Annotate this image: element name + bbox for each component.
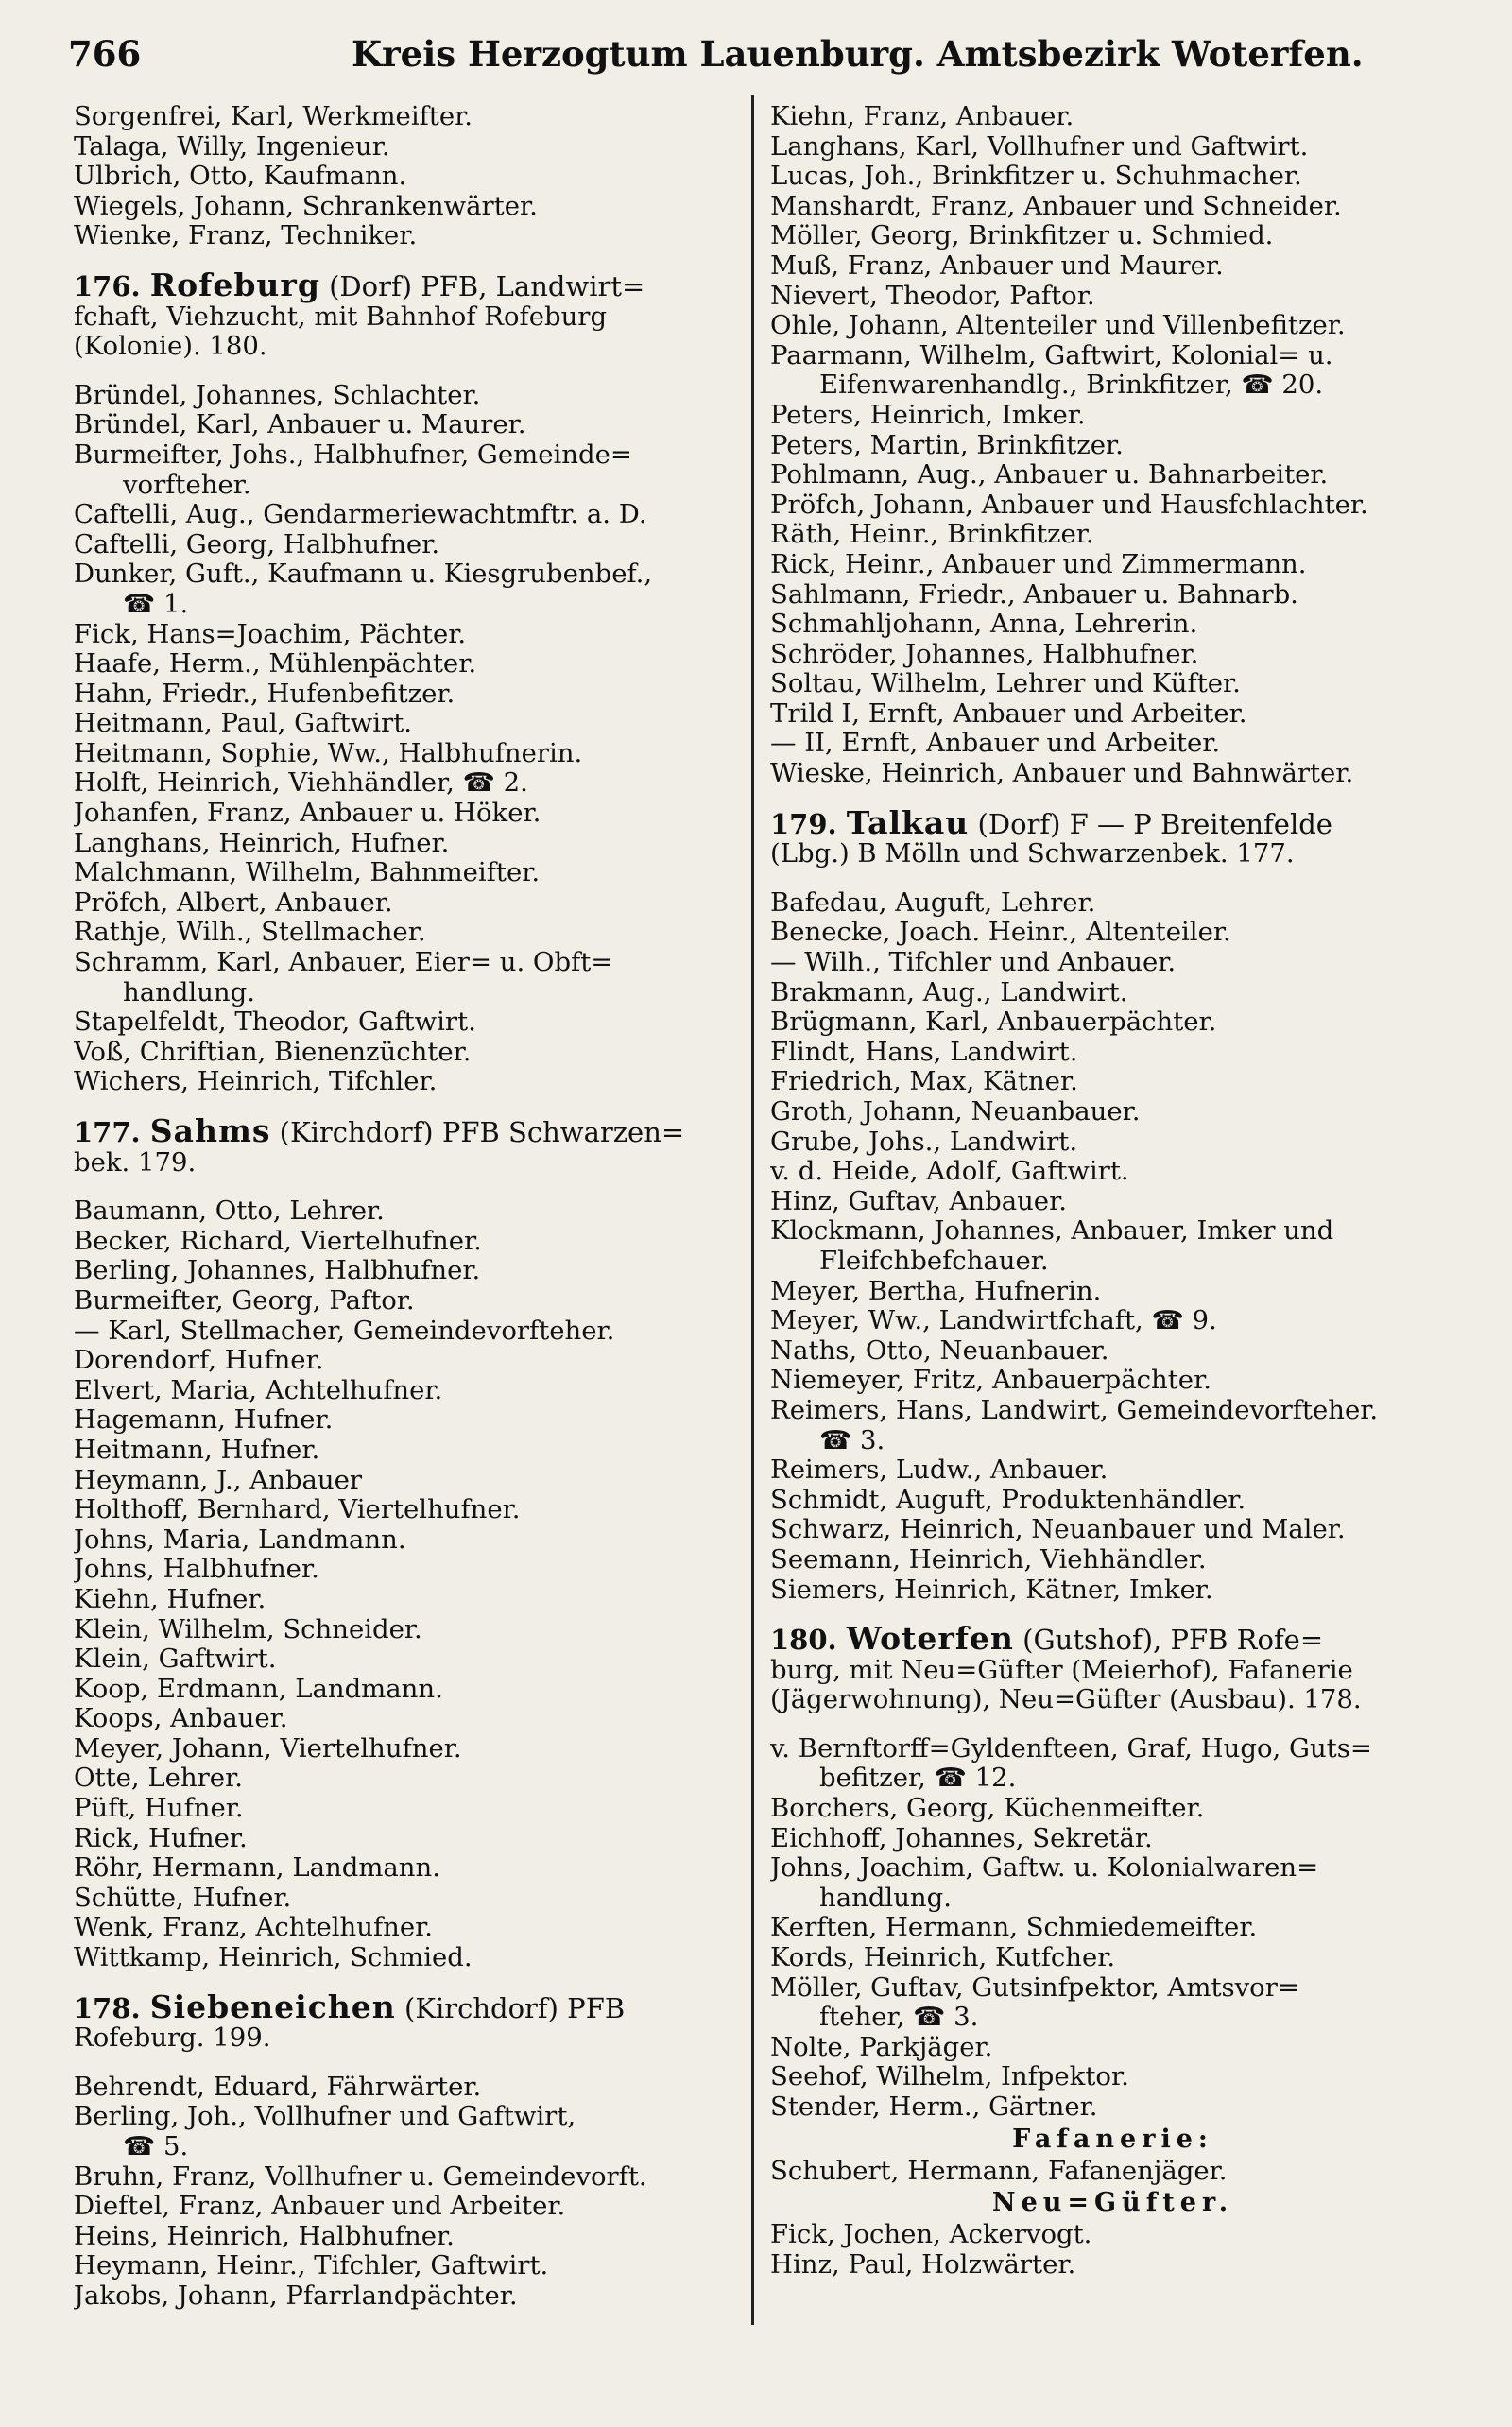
locality-heading: [770, 1620, 1455, 1658]
section-gap: [74, 2054, 735, 2073]
directory-entry: Berling, Johannes, Halbhufner.: [74, 1256, 481, 1286]
directory-entry: Klein, Wilhelm, Schneider.: [74, 1614, 422, 1644]
directory-entry: Holthoff, Bernhard, Viertelhufner.: [74, 1495, 521, 1525]
directory-entry: vorfteher.: [123, 470, 251, 500]
directory-entry: Bruhn, Franz, Vollhufner u. Gemeindevorft.: [74, 2161, 647, 2192]
directory-entry: burg, mit Neu=Güfter (Meierhof), Fafanerie: [770, 1655, 1353, 1685]
directory-entry: Pröfch, Johann, Anbauer und Hausfchlachter.: [770, 490, 1368, 520]
directory-entry: Wieske, Heinrich, Anbauer und Bahnwärter.: [770, 759, 1354, 789]
directory-entry: Manshardt, Franz, Anbauer und Schneider.: [770, 191, 1342, 221]
directory-entry: Bründel, Karl, Anbauer u. Maurer.: [74, 410, 526, 440]
directory-entry: Elvert, Maria, Achtelhufner.: [74, 1375, 443, 1405]
directory-entry: Heymann, Heinr., Tifchler, Gaftwirt.: [74, 2251, 549, 2281]
directory-entry: Wittkamp, Heinrich, Schmied.: [74, 1943, 472, 1973]
directory-entry: — II, Ernft, Anbauer und Arbeiter.: [770, 729, 1221, 759]
directory-entry: Kiehn, Franz, Anbauer.: [770, 102, 1074, 131]
directory-entry: Nolte, Parkjäger.: [770, 2032, 993, 2062]
locality-details: (Dorf) F — P Breitenfelde: [969, 807, 1332, 840]
directory-entry: Bründel, Johannes, Schlachter.: [74, 380, 481, 410]
directory-entry: Langhans, Heinrich, Hufner.: [74, 828, 450, 858]
directory-entry: Paarmann, Wilhelm, Gaftwirt, Kolonial= u.: [770, 340, 1333, 370]
directory-entry: Haafe, Herm., Mühlenpächter.: [74, 649, 477, 680]
directory-entry: Hagemann, Hufner.: [74, 1405, 334, 1436]
directory-entry: bek. 179.: [74, 1147, 197, 1178]
directory-entry: Seemann, Heinrich, Viehhändler.: [770, 1544, 1207, 1575]
directory-entry: Meyer, Bertha, Hufnerin.: [770, 1276, 1102, 1306]
locality-heading: [74, 1112, 735, 1149]
locality-number: 176.: [74, 269, 150, 302]
directory-entry: Klockmann, Johannes, Anbauer, Imker und: [770, 1216, 1334, 1247]
directory-entry: Burmeifter, Johs., Halbhufner, Gemeinde=: [74, 439, 632, 470]
directory-entry: Ohle, Johann, Altenteiler und Villenbefitzer.: [770, 311, 1346, 341]
directory-entry: Heins, Heinrich, Halbhufner.: [74, 2221, 455, 2251]
page-header: [68, 21, 1448, 87]
directory-entry: Becker, Richard, Viertelhufner.: [74, 1226, 482, 1256]
directory-entry: Hinz, Paul, Holzwärter.: [770, 2249, 1076, 2280]
directory-entry: Reimers, Hans, Landwirt, Gemeindevorfteher.: [770, 1395, 1379, 1425]
locality-name: Siebeneichen: [149, 1988, 396, 2025]
page-number: 766: [68, 33, 142, 75]
directory-entry: handlung.: [123, 977, 255, 1007]
directory-entry: Soltau, Wilhelm, Lehrer und Küfter.: [770, 669, 1241, 699]
directory-entry: Otte, Lehrer.: [74, 1764, 243, 1794]
directory-entry: Bafedau, Auguft, Lehrer.: [770, 887, 1096, 918]
directory-entry: Wenk, Franz, Achtelhufner.: [74, 1913, 434, 1943]
directory-entry: Eifenwarenhandlg., Brinkfitzer, ☎ 20.: [819, 370, 1324, 401]
locality-number: 177.: [74, 1116, 150, 1148]
directory-entry: Flindt, Hans, Landwirt.: [770, 1037, 1078, 1067]
directory-entry: Langhans, Karl, Vollhufner und Gaftwirt.: [770, 131, 1309, 162]
directory-entry: Stender, Herm., Gärtner.: [770, 2092, 1098, 2122]
directory-entry: Johns, Joachim, Gaftw. u. Kolonialwaren=: [770, 1853, 1319, 1884]
locality-name: Sahms: [149, 1112, 271, 1149]
directory-entry: Caftelli, Aug., Gendarmeriewachtmftr. a. D.: [74, 500, 647, 530]
page-title: Kreis Herzogtum Lauenburg. Amtsbezirk Woterfen.: [352, 33, 1364, 75]
section-gap: [770, 1715, 1455, 1734]
directory-entry: fchaft, Viehzucht, mit Bahnhof Rofeburg: [74, 301, 608, 332]
directory-entry: Räth, Heinr., Brinkfitzer.: [770, 520, 1094, 550]
directory-entry: Friedrich, Max, Kätner.: [770, 1067, 1078, 1097]
locality-heading: [74, 1988, 735, 2025]
section-gap: [74, 1178, 735, 1196]
directory-entry: Johns, Halbhufner.: [74, 1555, 319, 1585]
directory-entry: Klein, Gaftwirt.: [74, 1644, 277, 1675]
directory-entry: Wienke, Franz, Techniker.: [74, 221, 418, 251]
locality-name: Rofeburg: [149, 266, 320, 303]
directory-entry: Borchers, Georg, Küchenmeifter.: [770, 1794, 1205, 1824]
locality-heading: [770, 803, 1455, 841]
directory-entry: Stapelfeldt, Theodor, Gaftwirt.: [74, 1007, 476, 1038]
directory-entry: fteher, ☎ 3.: [819, 2003, 979, 2033]
directory-entry: Wichers, Heinrich, Tifchler.: [74, 1067, 438, 1097]
directory-entry: Wiegels, Johann, Schrankenwärter.: [74, 191, 538, 221]
directory-entry: Caftelli, Georg, Halbhufner.: [74, 529, 440, 559]
directory-entry: Schmahljohann, Anna, Lehrerin.: [770, 610, 1198, 640]
directory-entry: ☎ 1.: [123, 589, 189, 619]
directory-entry: Meyer, Ww., Landwirtfchaft, ☎ 9.: [770, 1306, 1217, 1336]
directory-entry: Püft, Hufner.: [74, 1794, 244, 1824]
directory-entry: Schramm, Karl, Anbauer, Eier= u. Obft=: [74, 948, 613, 978]
directory-entry: Rathje, Wilh., Stellmacher.: [74, 918, 426, 948]
directory-entry: Peters, Martin, Brinkfitzer.: [770, 430, 1124, 460]
directory-entry: Heitmann, Paul, Gaftwirt.: [74, 709, 412, 739]
directory-entry: ☎ 5.: [123, 2132, 189, 2161]
directory-entry: Rick, Hufner.: [74, 1823, 248, 1853]
directory-entry: Naths, Otto, Neuanbauer.: [770, 1335, 1109, 1366]
directory-entry: Holft, Heinrich, Viehhändler, ☎ 2.: [74, 768, 528, 799]
directory-entry: Malchmann, Wilhelm, Bahnmeifter.: [74, 858, 541, 888]
directory-entry: Brakmann, Aug., Landwirt.: [770, 977, 1128, 1007]
directory-entry: Siemers, Heinrich, Kätner, Imker.: [770, 1575, 1213, 1605]
directory-entry: v. Bernftorff=Gyldenfteen, Graf, Hugo, Guts=: [770, 1733, 1372, 1764]
directory-entry: Meyer, Johann, Viertelhufner.: [74, 1733, 462, 1764]
directory-entry: Behrendt, Eduard, Fährwärter.: [74, 2072, 482, 2102]
directory-entry: Koop, Erdmann, Landmann.: [74, 1674, 443, 1704]
directory-entry: Trild I, Ernft, Anbauer und Arbeiter.: [770, 698, 1247, 729]
directory-entry: Kiehn, Hufner.: [74, 1584, 266, 1614]
directory-entry: Fleifchbefchauer.: [819, 1246, 1049, 1276]
directory-entry: Groth, Johann, Neuanbauer.: [770, 1097, 1141, 1127]
section-gap: [74, 362, 735, 381]
directory-entry: — Wilh., Tifchler und Anbauer.: [770, 948, 1177, 978]
directory-entry: Johns, Maria, Landmann.: [74, 1524, 406, 1555]
directory-entry: Kerften, Hermann, Schmiedemeifter.: [770, 1913, 1258, 1943]
directory-entry: Nievert, Theodor, Paftor.: [770, 281, 1095, 311]
directory-entry: Lucas, Joh., Brinkfitzer u. Schuhmacher.: [770, 162, 1302, 192]
directory-entry: Heitmann, Hufner.: [74, 1435, 320, 1465]
directory-entry: (Kolonie). 180.: [74, 332, 267, 362]
directory-entry: Dunker, Guft., Kaufmann u. Kiesgrubenbef.,: [74, 559, 653, 590]
directory-entry: Heymann, J., Anbauer: [74, 1465, 362, 1495]
locality-name: Talkau: [846, 803, 970, 841]
directory-entry: Schmidt, Auguft, Produktenhändler.: [770, 1485, 1246, 1515]
directory-entry: Möller, Guftav, Gutsinfpektor, Amtsvor=: [770, 1972, 1299, 2003]
locality-heading: [74, 266, 735, 303]
directory-entry: Berling, Joh., Vollhufner und Gaftwirt,: [74, 2102, 576, 2132]
directory-entry: Talaga, Willy, Ingenieur.: [74, 131, 390, 162]
directory-entry: Muß, Franz, Anbauer und Maurer.: [770, 250, 1224, 281]
directory-entry: Schröder, Johannes, Halbhufner.: [770, 639, 1199, 669]
directory-entry: Grube, Johs., Landwirt.: [770, 1127, 1078, 1157]
directory-entry: Pohlmann, Aug., Anbauer u. Bahnarbeiter.: [770, 460, 1329, 491]
directory-entry: Brügmann, Karl, Anbauerpächter.: [770, 1007, 1217, 1038]
locality-number: 179.: [770, 807, 847, 840]
directory-entry: handlung.: [819, 1883, 952, 1913]
directory-entry: Möller, Georg, Brinkfitzer u. Schmied.: [770, 221, 1274, 251]
directory-entry: Reimers, Ludw., Anbauer.: [770, 1455, 1108, 1486]
directory-entry: (Jägerwohnung), Neu=Güfter (Ausbau). 178.: [770, 1685, 1362, 1715]
directory-entry: ☎ 3.: [819, 1425, 885, 1455]
directory-entry: Benecke, Joach. Heinr., Altenteiler.: [770, 918, 1231, 948]
directory-entry: Fick, Jochen, Ackervogt.: [770, 2220, 1092, 2250]
directory-entry: befitzer, ☎ 12.: [819, 1764, 1017, 1794]
directory-entry: Johanfen, Franz, Anbauer u. Höker.: [74, 799, 541, 829]
directory-entry: Dieftel, Franz, Anbauer und Arbeiter.: [74, 2192, 566, 2222]
directory-entry: Röhr, Hermann, Landmann.: [74, 1853, 440, 1884]
locality-details: (Kirchdorf) PFB: [395, 1991, 626, 2024]
directory-entry: Dorendorf, Hufner.: [74, 1346, 324, 1376]
directory-entry: Voß, Chriftian, Bienenzüchter.: [74, 1037, 472, 1067]
directory-entry: Schütte, Hufner.: [74, 1883, 292, 1913]
directory-entry: Schubert, Hermann, Fafanenjäger.: [770, 2156, 1228, 2186]
section-gap: [770, 869, 1455, 888]
directory-entry: Hinz, Guftav, Anbauer.: [770, 1186, 1067, 1216]
locality-details: (Kirchdorf) PFB Schwarzen=: [270, 1116, 685, 1148]
left-column: [74, 102, 735, 2312]
directory-entry: Kords, Heinrich, Kutfcher.: [770, 1943, 1116, 1973]
directory-entry: (Lbg.) B Mölln und Schwarzenbek. 177.: [770, 839, 1295, 869]
directory-entry: Niemeyer, Fritz, Anbauerpächter.: [770, 1366, 1211, 1396]
subsection-title: Neu=Güfter.: [991, 2188, 1234, 2218]
directory-entry: Peters, Heinrich, Imker.: [770, 400, 1086, 430]
directory-entry: Sahlmann, Friedr., Anbauer u. Bahnarb.: [770, 579, 1298, 610]
directory-entry: Sorgenfrei, Karl, Werkmeifter.: [74, 102, 472, 131]
right-column: [770, 102, 1455, 2280]
directory-entry: Eichhoff, Johannes, Sekretär.: [770, 1823, 1153, 1853]
directory-entry: Rofeburg. 199.: [74, 2023, 271, 2054]
directory-entry: Heitmann, Sophie, Ww., Halbhufnerin.: [74, 738, 583, 768]
directory-entry: Fick, Hans=Joachim, Pächter.: [74, 619, 467, 649]
subsection-title: Fafanerie:: [1012, 2124, 1213, 2154]
directory-entry: v. d. Heide, Adolf, Gaftwirt.: [770, 1157, 1129, 1187]
locality-details: (Dorf) PFB, Landwirt=: [319, 269, 645, 302]
locality-details: (Gutshof), PFB Rofe=: [1013, 1624, 1324, 1657]
directory-entry: Burmeifter, Georg, Paftor.: [74, 1285, 415, 1316]
directory-entry: Koops, Anbauer.: [74, 1704, 288, 1734]
locality-number: 178.: [74, 1991, 150, 2024]
directory-entry: Baumann, Otto, Lehrer.: [74, 1196, 385, 1227]
directory-entry: Schwarz, Heinrich, Neuanbauer und Maler.: [770, 1515, 1346, 1545]
directory-entry: — Karl, Stellmacher, Gemeindevorfteher.: [74, 1316, 615, 1346]
directory-entry: Jakobs, Johann, Pfarrlandpächter.: [74, 2281, 518, 2311]
directory-entry: Ulbrich, Otto, Kaufmann.: [74, 162, 407, 192]
directory-entry: Hahn, Friedr., Hufenbefitzer.: [74, 679, 455, 709]
directory-entry: Seehof, Wilhelm, Infpektor.: [770, 2062, 1129, 2092]
locality-name: Woterfen: [846, 1620, 1014, 1658]
locality-number: 180.: [770, 1624, 847, 1657]
directory-entry: Pröfch, Albert, Anbauer.: [74, 887, 393, 918]
column-divider: [751, 95, 754, 2325]
directory-entry: Rick, Heinr., Anbauer und Zimmermann.: [770, 549, 1307, 579]
